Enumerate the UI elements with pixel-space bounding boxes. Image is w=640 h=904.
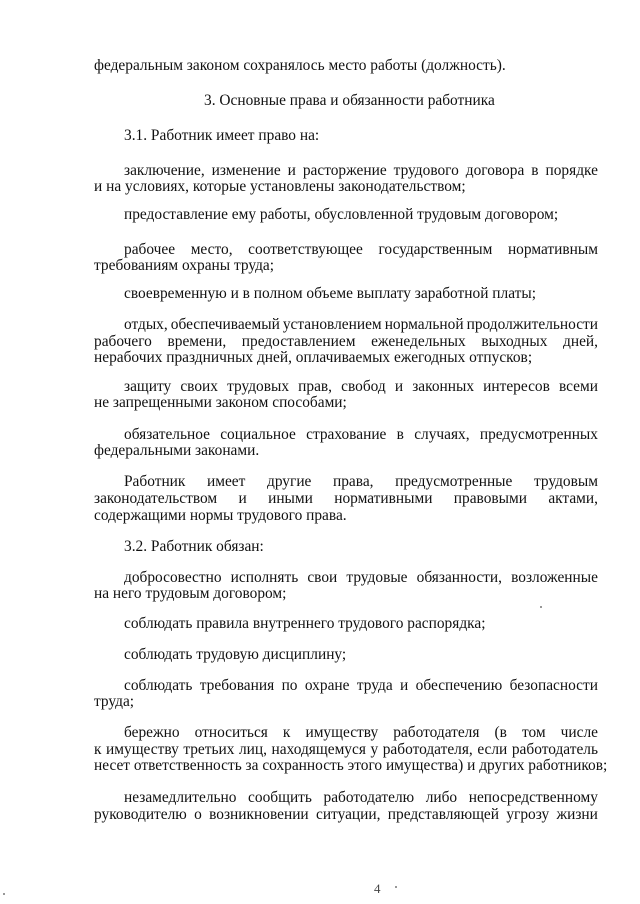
section-heading: 3. Основные права и обязанности работника [204,92,495,109]
text-line: законодательством и иными нормативными правовыми актами, [94,490,598,507]
subsection-heading: 3.2. Работник обязан: [124,538,264,555]
text-line: обязательное социальное страхование в случаях, предусмотренных [124,426,598,443]
text-line: федеральными законами. [94,442,260,459]
text-line: рабочее место, соответствующее государственным нормативным [124,241,598,258]
subsection-heading: 3.1. Работник имеет право на: [124,127,320,144]
text-line: несет ответственность за сохранность этого имущества) и других работников; [94,757,608,774]
text-line: содержащими нормы трудового права. [94,507,347,524]
text-line: бережно относиться к имуществу работодателя (в том числе [124,724,598,741]
text-line: соблюдать трудовую дисциплину; [124,646,347,663]
text-line: предоставление ему работы, обусловленной трудовым договором; [124,206,559,223]
text-line: добросовестно исполнять свои трудовые обязанности, возложенные [124,569,598,586]
text-line: рабочего времени, предоставлением еженедельных выходных дней, [94,333,598,350]
text-line: отдых, обеспечиваемый установлением нормальной продолжительности [124,316,598,333]
text-line: труда; [94,693,135,710]
text-line: и на условиях, которые установлены законодательством; [94,178,466,195]
text-line: к имуществу третьих лиц, находящемуся у работодателя, если работодатель [94,741,598,758]
text-line: незамедлительно сообщить работодателю либо непосредственному [124,789,598,806]
text-line: требованиям охраны труда; [94,257,275,274]
text-line: Работник имеет другие права, предусмотренные трудовым [124,473,598,490]
text-line: руководителю о возникновении ситуации, представляющей угрозу жизни [94,806,598,823]
text-line: на него трудовым договором; [94,585,287,602]
text-line: заключение, изменение и расторжение трудового договора в порядке [124,162,598,179]
scan-artifact [540,606,542,608]
scan-artifact [3,893,5,895]
text-line: защиту своих трудовых прав, свобод и законных интересов всеми [124,378,598,395]
text-line: соблюдать правила внутреннего трудового распорядка; [124,615,486,632]
text-line: соблюдать требования по охране труда и обеспечению безопасности [124,677,598,694]
text-line: своевременную и в полном объеме выплату заработной платы; [124,285,536,302]
scan-artifact [395,886,397,888]
text-line: федеральным законом сохранялось место работы (должность). [94,57,506,74]
text-line: не запрещенными законом способами; [94,394,347,411]
page-number: 4 [374,881,381,896]
text-line: нерабочих праздничных дней, оплачиваемых ежегодных отпусков; [94,349,533,366]
